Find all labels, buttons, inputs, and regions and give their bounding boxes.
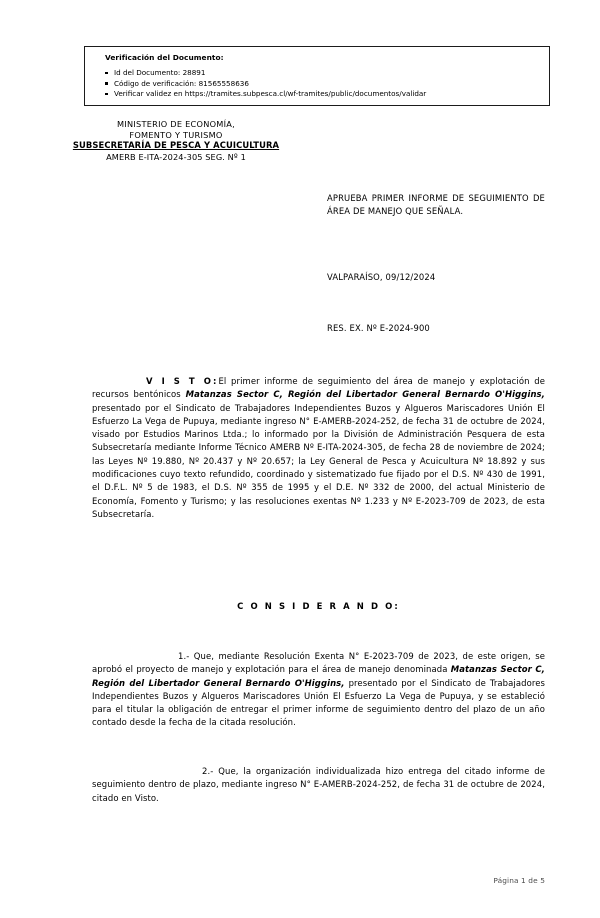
visto-text-b: presentado por el Sindicato de Trabajadores Independientes Buzos y Algueros Mariscadores Unión El Esfuerzo La Vega de Pupuya, mediante ingreso N° E-AMERB-2024-252, de fecha 31 de octubre de 2024, visado por Estudios Marinos Ltda.; lo informado por la División de Administración Pesquera de esta Subsecretaría mediante Informe Técnico AMERB Nº E-ITA-2024-305, de fecha 28 de noviembre de 2024; las Leyes Nº 19.880, Nº 20.437 y Nº 20.657; la Ley General de Pesca y Acuicultura Nº 18.892 y sus modificaciones cuyo texto refundido, coordinado y sistematizado fue fijado por el D.S. Nº 430 de 1991, el D.F.L. Nº 5 de 1983, el D.S. Nº 355 de 1995 y el D.E. Nº 332 de 2000, del actual Ministerio de Economía, Fomento y Turismo; y las resoluciones exentas Nº 1.233 y Nº E-2023-709 de 2023, de esta Subsecretaría. [92, 402, 545, 519]
considerando-1-emphasis: Matanzas Sector C, Región del Libertador General Bernardo O'Higgins, [92, 664, 545, 688]
resolution-number: RES. EX. Nº E-2024-900 [327, 323, 430, 333]
verification-list [105, 68, 550, 100]
subject-line-2: SEGUIMIENTO DE ÁREA DE MANEJO [327, 193, 545, 217]
verification-id: Id del Documento: 28891 [114, 68, 206, 77]
subsecretary-title: SUBSECRETARÍA DE PESCA Y ACUICULTURA [72, 140, 280, 151]
verification-url: Verificar validez en https://tramites.subpesca.cl/wf-tramites/public/documentos/validar [114, 89, 427, 99]
considerando-1-text-a: 1.- Que, mediante Resolución Exenta N° E-2023-709 de 2023, de este origen, se aprobó el proyecto de manejo y explotación para el área de manejo denominada [92, 651, 545, 675]
page-number: Página 1 de 5 [493, 876, 545, 885]
considerando-heading: C O N S I D E R A N D O: [237, 601, 400, 611]
list-item [105, 79, 550, 90]
organization-header [30, 119, 322, 163]
bullet-icon [105, 82, 108, 85]
paragraph-considerando-1 [92, 650, 545, 730]
visto-emphasis: Matanzas Sector C, Región del Libertador General Bernardo O'Higgins, [185, 389, 545, 400]
paragraph-considerando-2 [92, 765, 545, 805]
page-footer [0, 876, 545, 885]
subject-block [327, 192, 545, 218]
considerando-1-text-b: presentado por el Sindicato de Trabajadores Independientes Buzos y Algueros Mariscadores Unión El Esfuerzo La Vega de Pupuya, y se estableció para el titular la obligación de entregar el primer informe de seguimiento dentro del plazo de un año contado desde la fecha de la citada resolución. [92, 677, 545, 728]
list-item [105, 68, 550, 79]
paragraph-visto [92, 375, 545, 521]
list-item [105, 89, 550, 100]
bullet-icon [105, 93, 108, 96]
subject-line-1: APRUEBA PRIMER INFORME DE [327, 193, 465, 203]
ministry-line-2: FOMENTO Y TURISMO [129, 129, 223, 140]
visto-text-a: El primer informe de seguimiento del área de manejo y explotación de recursos bentónicos [92, 376, 545, 400]
document-code: AMERB E-ITA-2024-305 SEG. Nº 1 [106, 151, 246, 162]
bullet-icon [105, 72, 108, 75]
verification-box [84, 46, 550, 106]
document-body [92, 375, 545, 803]
visto-heading: V I S T O: [146, 376, 219, 386]
subject-line-3: QUE SEÑALA. [405, 206, 464, 217]
considerando-2-text: 2.- Que, la organización individualizada hizo entrega del citado informe de seguimiento dentro de plazo, mediante ingreso N° E-AMERB-2024-252, de fecha 31 de octubre de 2024, citado en Visto. [92, 766, 545, 803]
verification-title: Verificación del Documento: [105, 53, 224, 62]
verification-code: Código de verificación: 81565558636 [114, 78, 249, 88]
place-and-date: VALPARAÍSO, 09/12/2024 [327, 272, 436, 282]
ministry-line-1: MINISTERIO DE ECONOMÍA, [117, 119, 235, 129]
